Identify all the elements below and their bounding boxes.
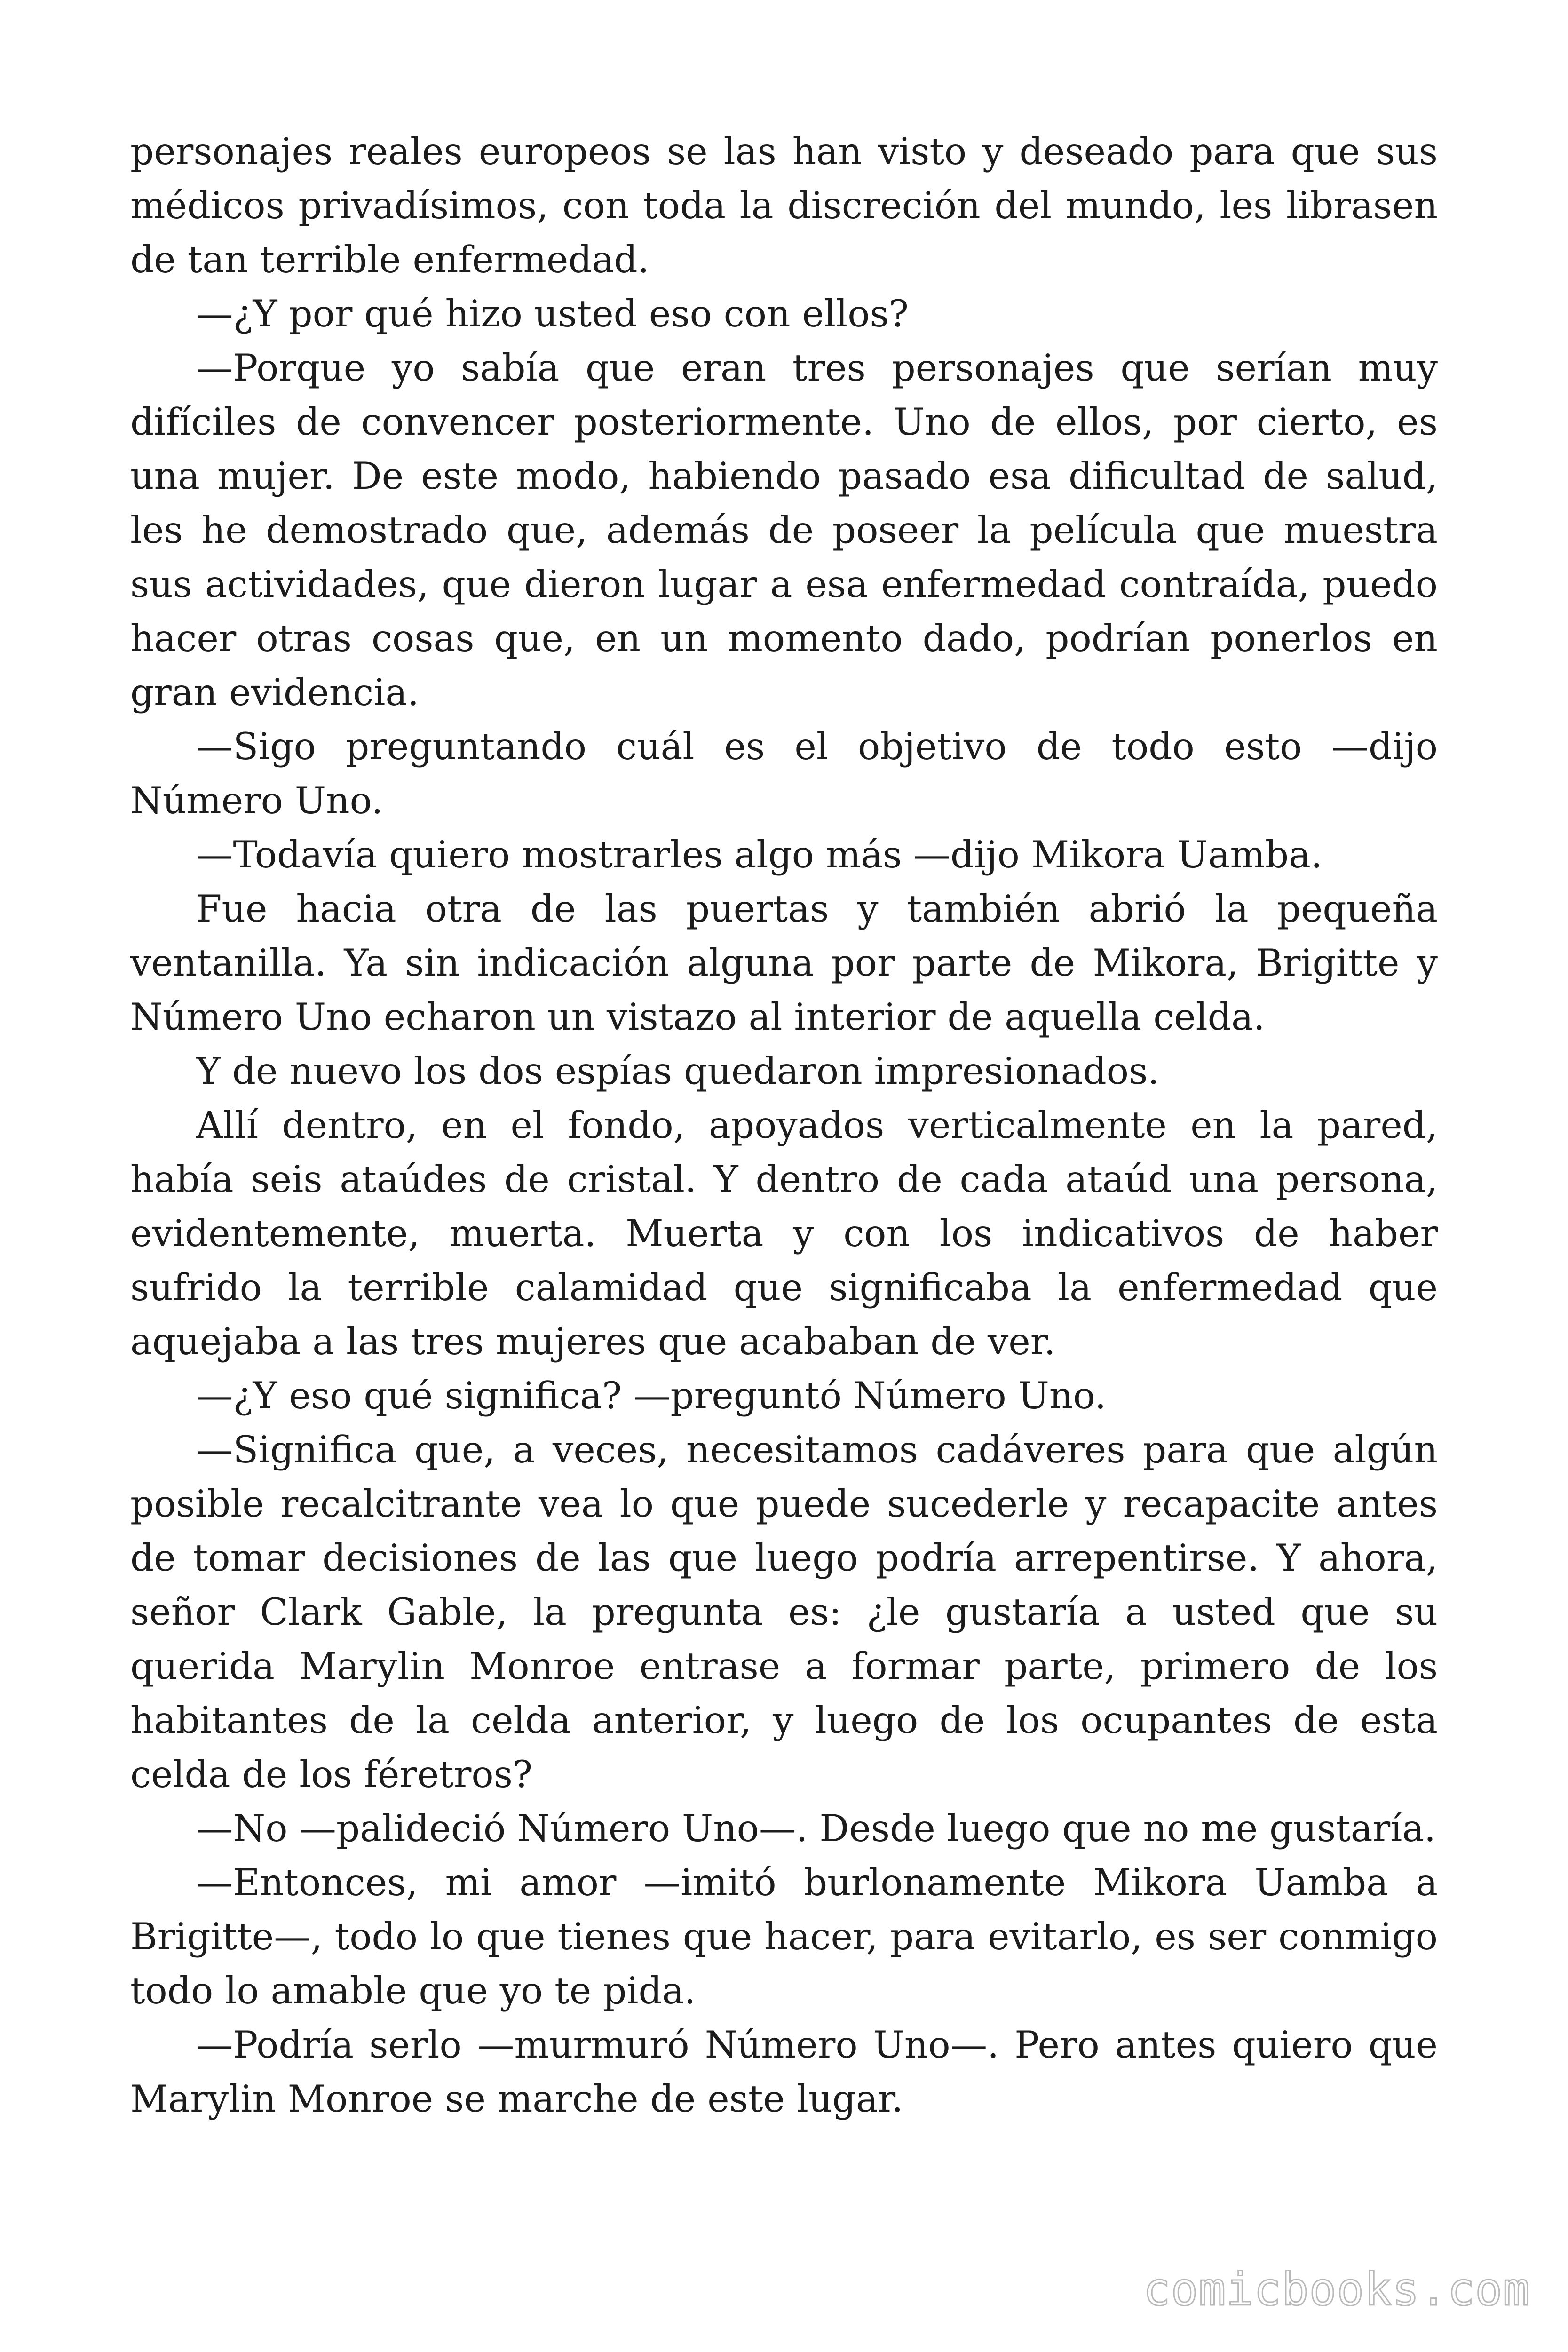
paragraph: —Entonces, mi amor —imitó burlonamente Mikora Uamba a Brigitte—, todo lo que tienes que hacer, para evitarlo, es ser conmigo todo lo amable que yo te pida. (130, 1861, 1438, 2012)
paragraph: —Todavía quiero mostrarles algo más —dijo Mikora Uamba. (196, 833, 1323, 876)
paragraph: Allí dentro, en el fondo, apoyados verticalmente en la pared, había seis ataúdes de cristal. Y dentro de cada ataúd una persona, evidentemente, muerta. Muerta y con los indicativos de haber sufrido la terrible calamidad que significaba la enfermedad que aquejaba a las tres mujeres que acababan de ver. (130, 1104, 1438, 1363)
paragraph: —¿Y por qué hizo usted eso con ellos? (196, 292, 909, 335)
paragraph: —Podría serlo —murmuró Número Uno—. Pero antes quiero que Marylin Monroe se marche de este lugar. (130, 2023, 1438, 2121)
paragraph: —Significa que, a veces, necesitamos cadáveres para que algún posible recalcitrante vea lo que puede sucederle y recapacite antes de tomar decisiones de las que luego podría arrepentirse. Y ahora, señor Clark Gable, la pregunta es: ¿le gustaría a usted que su querida Marylin Monroe entrase a formar parte, primero de los habitantes de la celda anterior, y luego de los ocupantes de esta celda de los féretros? (130, 1428, 1438, 1796)
paragraph: —Porque yo sabía que eran tres personajes que serían muy difíciles de convencer posteriormente. Uno de ellos, por cierto, es una mujer. De este modo, habiendo pasado esa dificultad de salud, les he demostrado que, además de poseer la película que muestra sus actividades, que dieron lugar a esa enfermedad contraída, puedo hacer otras cosas que, en un momento dado, podrían ponerlos en gran evidencia. (130, 346, 1438, 714)
paragraph: Y de nuevo los dos espías quedaron impresionados. (196, 1049, 1160, 1093)
paragraph: —Sigo preguntando cuál es el objetivo de todo esto —dijo Número Uno. (130, 725, 1438, 822)
paragraph: personajes reales europeos se las han visto y deseado para que sus médicos privadísimos, con toda la discreción del mundo, les librasen de tan terrible enfermedad. (130, 130, 1438, 281)
book-page-text (130, 125, 1438, 2126)
paragraph: —¿Y eso qué significa? —preguntó Número Uno. (196, 1374, 1107, 1417)
paragraph: Fue hacia otra de las puertas y también abrió la pequeña ventanilla. Ya sin indicación alguna por parte de Mikora, Brigitte y Número Uno echaron un vistazo al interior de aquella celda. (130, 887, 1438, 1039)
paragraph: —No —palideció Número Uno—. Desde luego que no me gustaría. (196, 1807, 1436, 1850)
watermark: comicbooks.com (1143, 2263, 1530, 2316)
